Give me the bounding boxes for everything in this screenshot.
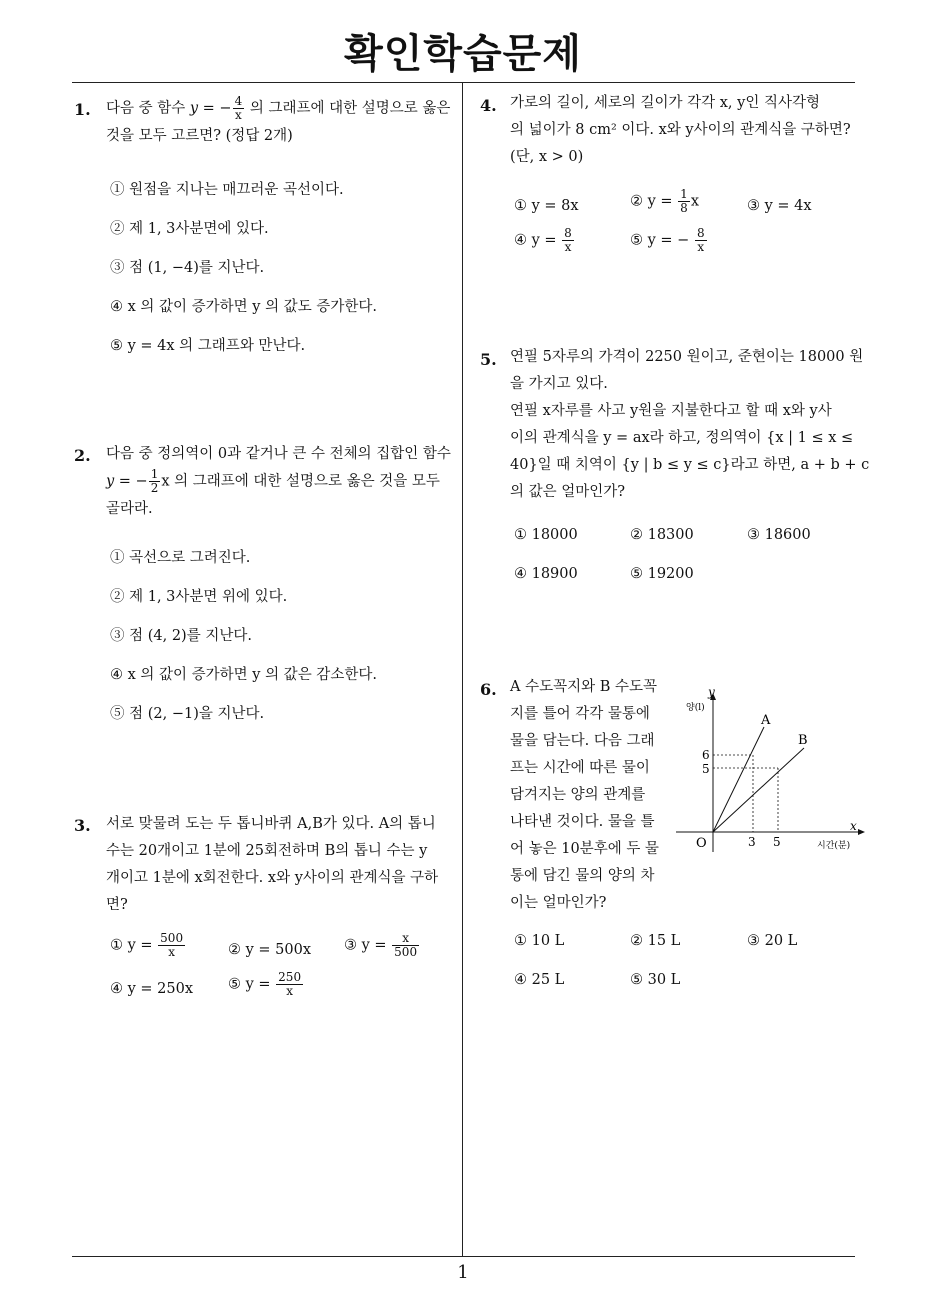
option-3[interactable] <box>344 932 420 959</box>
question-text <box>510 344 870 506</box>
text-line: 서로 맞물려 도는 두 톱니바퀴 A,B가 있다. A의 톱니 <box>106 816 436 832</box>
option-label: ③ y = <box>344 937 387 954</box>
option-2[interactable]: ② 18300 <box>630 527 694 543</box>
denominator: x <box>286 984 294 998</box>
text-line: 연필 5자루의 가격이 2250 원이고, 준현이는 18000 원 <box>510 349 864 365</box>
y-axis-var: y <box>708 685 715 699</box>
line-a <box>713 727 764 832</box>
question-number: 2. <box>74 446 91 465</box>
numerator: 8 <box>564 226 572 240</box>
option-5[interactable]: ⑤ 점 (2, −1)을 지난다. <box>110 706 265 722</box>
text-line: 면? <box>106 897 128 913</box>
option-2[interactable]: ② 제 1, 3사분면 위에 있다. <box>110 589 288 605</box>
text-line: 프는 시간에 따른 물이 <box>510 760 650 776</box>
y-tick-6: 6 <box>702 748 710 762</box>
option-3[interactable]: ③ 18600 <box>747 527 811 543</box>
y-tick-5: 5 <box>702 762 710 776</box>
option-1[interactable]: ① 원점을 지나는 매끄러운 곡선이다. <box>110 182 344 198</box>
option-4[interactable]: ④ 25 L <box>514 972 565 988</box>
page-title: 확인학습문제 <box>344 31 582 77</box>
option-1[interactable]: ① 10 L <box>514 933 565 949</box>
text-line: 가로의 길이, 세로의 길이가 각각 x, y인 직사각형 <box>510 95 820 111</box>
question-text <box>510 90 860 171</box>
x-tick-3: 3 <box>748 835 756 849</box>
option-label: ④ y = <box>514 232 557 249</box>
fraction <box>276 971 303 998</box>
option-label: ⑤ y = <box>228 976 271 993</box>
text-line: 담겨지는 양의 관계를 <box>510 787 646 803</box>
option-2[interactable]: ② 제 1, 3사분면에 있다. <box>110 221 269 237</box>
text-line: 40}일 때 치역이 {y | b ≤ y ≤ c}라고 하면, a + b + c <box>510 457 870 473</box>
text-line: 이는 얼마인가? <box>510 895 607 911</box>
text-line: (단, x > 0) <box>510 149 584 165</box>
option-2[interactable]: ② 15 L <box>630 933 681 949</box>
question-text <box>510 674 670 917</box>
denominator: 2 <box>150 481 159 495</box>
text-line: 지를 틀어 각각 물통에 <box>510 706 650 722</box>
text-line: 다음 중 정의역이 0과 같거나 큰 수 전체의 집합인 함수 <box>106 446 451 462</box>
denominator: x <box>235 108 242 122</box>
question-number: 5. <box>480 350 497 369</box>
text-line: 의 값은 얼마인가? <box>510 484 626 500</box>
text-line: 의 넓이가 8 cm² 이다. x와 y사이의 관계식을 구하면? <box>510 122 851 138</box>
question-text <box>106 95 456 150</box>
text-line: 골라라. <box>106 500 153 517</box>
fraction <box>149 468 161 495</box>
page-number: 1 <box>457 1262 469 1283</box>
option-4[interactable]: ④ x 의 값이 증가하면 y 의 값도 증가한다. <box>110 299 377 315</box>
y-axis-label: 양(l) <box>686 703 705 713</box>
text-line: 통에 담긴 물의 양의 차 <box>510 868 655 884</box>
option-2[interactable]: ② y = 500x <box>228 942 312 958</box>
option-label: ② y = <box>630 193 673 210</box>
question-number: 1. <box>74 100 91 119</box>
text-line: 개이고 1분에 x회전한다. x와 y사이의 관계식을 구하 <box>106 870 439 886</box>
text-line: 이의 관계식을 y = ax라 하고, 정의역이 {x | 1 ≤ x ≤ <box>510 430 854 446</box>
option-1[interactable]: ① 곡선으로 그려진다. <box>110 550 251 566</box>
question-text <box>106 441 458 523</box>
numerator: 8 <box>696 226 705 240</box>
numerator: 1 <box>150 467 159 481</box>
x-axis-label: 시간(분) <box>817 841 851 851</box>
fraction <box>158 932 185 959</box>
fraction <box>678 188 690 215</box>
text-line: 연필 x자루를 사고 y원을 지불한다고 할 때 x와 y사 <box>510 403 832 419</box>
column-divider <box>462 83 463 1257</box>
text-line: 나타낸 것이다. 물을 틀 <box>510 814 655 830</box>
option-2[interactable] <box>630 188 699 215</box>
text-segment: 의 그래프에 대한 설명으로 옳은 <box>249 100 451 117</box>
origin-label: O <box>696 836 707 851</box>
option-3[interactable]: ③ 점 (1, −4)를 지난다. <box>110 260 265 276</box>
denominator: 8 <box>680 201 688 215</box>
numerator: x <box>392 932 419 946</box>
option-1[interactable]: ① 18000 <box>514 527 578 543</box>
option-5[interactable] <box>228 971 304 998</box>
denominator: x <box>697 240 705 254</box>
line-b-label: B <box>798 733 808 748</box>
text-segment: 다음 중 함수 <box>106 100 186 117</box>
question-number: 6. <box>480 680 497 699</box>
equation-lhs: y = − <box>106 473 148 490</box>
denominator: x <box>564 240 572 254</box>
numerator: 1 <box>680 187 688 201</box>
option-5[interactable]: ⑤ 19200 <box>630 566 694 582</box>
fraction <box>695 227 707 254</box>
option-4[interactable]: ④ 18900 <box>514 566 578 582</box>
option-3[interactable]: ③ 점 (4, 2)를 지난다. <box>110 628 252 644</box>
question-number: 4. <box>480 96 497 115</box>
option-5[interactable] <box>630 227 708 254</box>
line-b <box>713 748 804 832</box>
text-line: 어 놓은 10분후에 두 물 <box>510 841 659 857</box>
fraction <box>233 95 245 122</box>
option-4[interactable]: ④ x 의 값이 증가하면 y 의 값은 감소한다. <box>110 667 377 683</box>
option-4[interactable]: ④ y = 250x <box>110 981 194 997</box>
fraction <box>562 227 574 254</box>
text-line: 수는 20개이고 1분에 25회전하며 B의 톱니 수는 y <box>106 843 428 859</box>
numerator: 4 <box>234 94 243 108</box>
option-5[interactable]: ⑤ y = 4x 의 그래프와 만난다. <box>110 338 306 354</box>
text-line: 것을 모두 고르면? (정답 2개) <box>106 127 293 144</box>
water-graph <box>668 682 868 857</box>
x-tick-5: 5 <box>773 835 781 849</box>
option-4[interactable] <box>514 227 575 254</box>
fraction <box>392 932 419 959</box>
option-5[interactable]: ⑤ 30 L <box>630 972 681 988</box>
x-axis-var: x <box>850 819 857 833</box>
text-line: A 수도꼭지와 B 수도꼭 <box>510 679 658 695</box>
text-segment: x 의 그래프에 대한 설명으로 옳은 것을 모두 <box>161 473 440 490</box>
option-1[interactable]: ① y = 8x <box>514 198 579 214</box>
option-3[interactable]: ③ y = 4x <box>747 198 812 214</box>
option-label: ⑤ y = − <box>630 232 690 249</box>
option-3[interactable]: ③ 20 L <box>747 933 798 949</box>
bottom-divider <box>72 1256 855 1257</box>
option-suffix: x <box>690 193 699 210</box>
text-line: 을 가지고 있다. <box>510 376 608 392</box>
denominator: 500 <box>394 945 418 959</box>
question-number: 3. <box>74 816 91 835</box>
line-a-label: A <box>761 713 771 728</box>
option-label: ① y = <box>110 937 153 954</box>
question-text <box>106 811 458 919</box>
equation-lhs: y = − <box>189 100 232 117</box>
denominator: x <box>168 945 176 959</box>
text-line: 물을 담는다. 다음 그래 <box>510 733 655 749</box>
option-1[interactable] <box>110 932 186 959</box>
numerator: 250 <box>278 970 302 984</box>
top-divider <box>72 82 855 83</box>
numerator: 500 <box>160 931 184 945</box>
x-axis-arrow <box>858 829 865 835</box>
